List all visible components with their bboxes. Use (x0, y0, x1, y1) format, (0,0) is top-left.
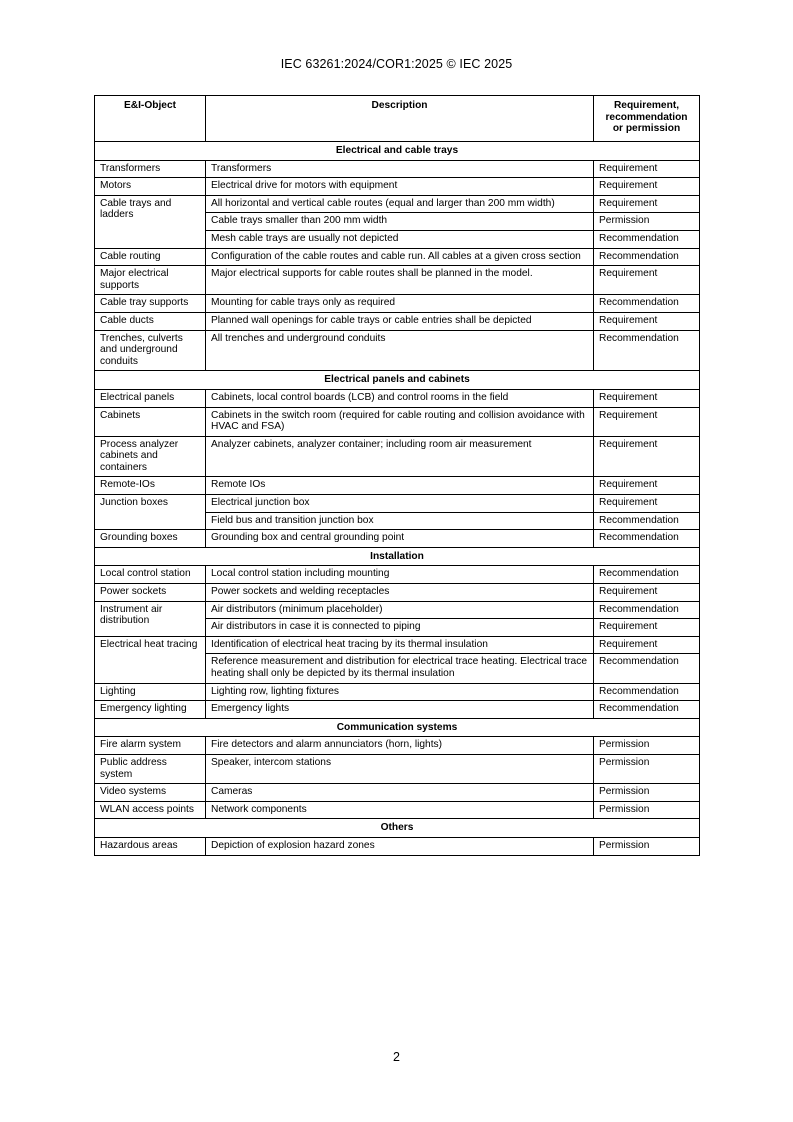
object-cell: WLAN access points (95, 801, 206, 819)
section-title: Installation (95, 547, 700, 566)
section-row (95, 819, 700, 838)
object-cell: Cable routing (95, 248, 206, 266)
status-cell: Recommendation (594, 683, 700, 701)
table-row (95, 195, 700, 213)
status-cell: Requirement (594, 636, 700, 654)
description-cell: Cameras (206, 784, 594, 802)
description-cell: Power sockets and welding receptacles (206, 584, 594, 602)
status-cell: Recommendation (594, 654, 700, 683)
object-cell: Cable ducts (95, 312, 206, 330)
description-cell: Network components (206, 801, 594, 819)
page-number: 2 (393, 1050, 400, 1064)
table-row (95, 389, 700, 407)
table-row (95, 330, 700, 371)
description-cell: Reference measurement and distribution for electrical trace heating. Electrical trace heating shall only be depicted by its thermal insulation (206, 654, 594, 683)
status-cell: Requirement (594, 584, 700, 602)
section-row (95, 142, 700, 161)
status-cell: Requirement (594, 195, 700, 213)
object-cell: Grounding boxes (95, 530, 206, 548)
table-row (95, 683, 700, 701)
status-cell: Requirement (594, 619, 700, 637)
section-row (95, 718, 700, 737)
section-title: Electrical and cable trays (95, 142, 700, 161)
status-cell: Recommendation (594, 230, 700, 248)
table-row (95, 160, 700, 178)
object-cell: Hazardous areas (95, 837, 206, 855)
description-cell: Mounting for cable trays only as required (206, 295, 594, 313)
header-object: E&I-Object (95, 96, 206, 142)
object-cell: Cable tray supports (95, 295, 206, 313)
header-status: Requirement, recommendation or permission (594, 96, 700, 142)
description-cell: Lighting row, lighting fixtures (206, 683, 594, 701)
description-cell: Air distributors in case it is connected to piping (206, 619, 594, 637)
table-header-row (95, 96, 700, 142)
description-cell: Grounding box and central grounding point (206, 530, 594, 548)
description-cell: Depiction of explosion hazard zones (206, 837, 594, 855)
status-cell: Requirement (594, 312, 700, 330)
status-cell: Permission (594, 837, 700, 855)
object-cell: Process analyzer cabinets and containers (95, 436, 206, 477)
object-cell: Motors (95, 178, 206, 196)
description-cell: Cabinets, local control boards (LCB) and control rooms in the field (206, 389, 594, 407)
status-cell: Permission (594, 784, 700, 802)
object-cell: Fire alarm system (95, 737, 206, 755)
object-cell: Public address system (95, 754, 206, 783)
object-cell: Cabinets (95, 407, 206, 436)
status-cell: Recommendation (594, 566, 700, 584)
description-cell: Cabinets in the switch room (required for cable routing and collision avoidance with HVAC and FSA) (206, 407, 594, 436)
status-cell: Permission (594, 801, 700, 819)
table-row (95, 495, 700, 513)
table-row (95, 584, 700, 602)
table-row (95, 266, 700, 295)
status-cell: Recommendation (594, 601, 700, 619)
table-row (95, 701, 700, 719)
section-title: Communication systems (95, 718, 700, 737)
description-cell: Electrical drive for motors with equipment (206, 178, 594, 196)
object-cell: Major electrical supports (95, 266, 206, 295)
object-cell: Electrical panels (95, 389, 206, 407)
status-cell: Permission (594, 754, 700, 783)
status-cell: Permission (594, 737, 700, 755)
object-cell: Video systems (95, 784, 206, 802)
table-row (95, 801, 700, 819)
section-title: Others (95, 819, 700, 838)
object-cell: Emergency lighting (95, 701, 206, 719)
section-row (95, 547, 700, 566)
table-row (95, 837, 700, 855)
table-row (95, 636, 700, 654)
object-cell: Instrument air distribution (95, 601, 206, 636)
table-body (95, 142, 700, 856)
section-title: Electrical panels and cabinets (95, 371, 700, 390)
status-cell: Requirement (594, 495, 700, 513)
description-cell: Speaker, intercom stations (206, 754, 594, 783)
description-cell: Air distributors (minimum placeholder) (206, 601, 594, 619)
description-cell: Cable trays smaller than 200 mm width (206, 213, 594, 231)
description-cell: Electrical junction box (206, 495, 594, 513)
table-row (95, 477, 700, 495)
table-row (95, 295, 700, 313)
status-cell: Recommendation (594, 330, 700, 371)
object-cell: Electrical heat tracing (95, 636, 206, 683)
status-cell: Requirement (594, 178, 700, 196)
status-cell: Requirement (594, 407, 700, 436)
status-cell: Requirement (594, 160, 700, 178)
table-row (95, 178, 700, 196)
object-cell: Local control station (95, 566, 206, 584)
requirements-table (94, 95, 700, 856)
description-cell: Transformers (206, 160, 594, 178)
table-row (95, 436, 700, 477)
description-cell: Emergency lights (206, 701, 594, 719)
description-cell: Field bus and transition junction box (206, 512, 594, 530)
description-cell: Identification of electrical heat tracing by its thermal insulation (206, 636, 594, 654)
status-cell: Requirement (594, 389, 700, 407)
status-cell: Recommendation (594, 295, 700, 313)
description-cell: Planned wall openings for cable trays or cable entries shall be depicted (206, 312, 594, 330)
table-row (95, 530, 700, 548)
page-header: IEC 63261:2024/COR1:2025 © IEC 2025 (280, 57, 513, 71)
table-row (95, 566, 700, 584)
description-cell: All trenches and underground conduits (206, 330, 594, 371)
table-row (95, 407, 700, 436)
description-cell: Fire detectors and alarm annunciators (horn, lights) (206, 737, 594, 755)
description-cell: Local control station including mounting (206, 566, 594, 584)
table-row (95, 784, 700, 802)
object-cell: Cable trays and ladders (95, 195, 206, 248)
description-cell: Mesh cable trays are usually not depicted (206, 230, 594, 248)
description-cell: Analyzer cabinets, analyzer container; including room air measurement (206, 436, 594, 477)
table-row (95, 312, 700, 330)
status-cell: Recommendation (594, 530, 700, 548)
status-cell: Permission (594, 213, 700, 231)
header-description: Description (206, 96, 594, 142)
object-cell: Transformers (95, 160, 206, 178)
status-cell: Recommendation (594, 248, 700, 266)
status-cell: Recommendation (594, 701, 700, 719)
section-row (95, 371, 700, 390)
status-cell: Requirement (594, 436, 700, 477)
description-cell: Configuration of the cable routes and cable run. All cables at a given cross section (206, 248, 594, 266)
description-cell: All horizontal and vertical cable routes (equal and larger than 200 mm width) (206, 195, 594, 213)
table-row (95, 737, 700, 755)
status-cell: Recommendation (594, 512, 700, 530)
table-row (95, 601, 700, 619)
status-cell: Requirement (594, 266, 700, 295)
table-row (95, 248, 700, 266)
description-cell: Major electrical supports for cable routes shall be planned in the model. (206, 266, 594, 295)
object-cell: Remote-IOs (95, 477, 206, 495)
status-cell: Requirement (594, 477, 700, 495)
object-cell: Trenches, culverts and underground conduits (95, 330, 206, 371)
object-cell: Power sockets (95, 584, 206, 602)
table-row (95, 754, 700, 783)
object-cell: Junction boxes (95, 495, 206, 530)
description-cell: Remote IOs (206, 477, 594, 495)
object-cell: Lighting (95, 683, 206, 701)
